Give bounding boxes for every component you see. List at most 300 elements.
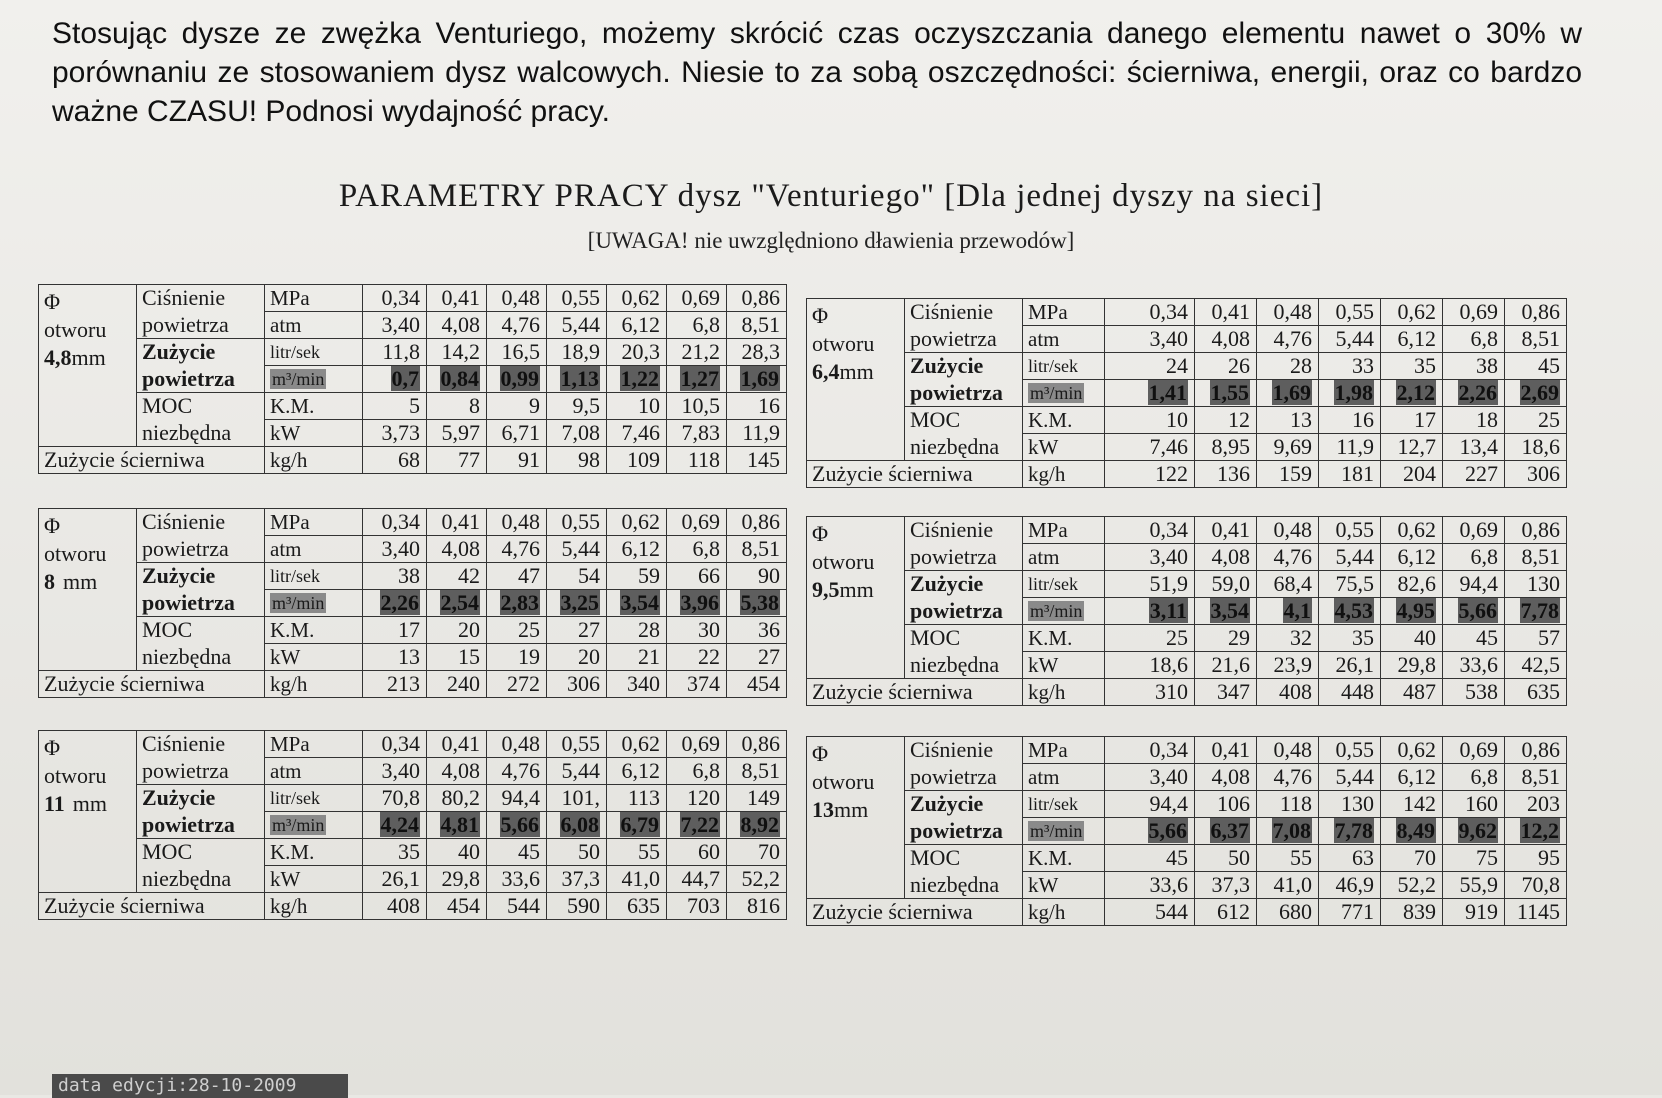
row-kw (807, 652, 1567, 679)
value-cell (727, 393, 787, 420)
value-cell (1319, 434, 1381, 461)
value-text: 5 (409, 393, 420, 418)
value-cell (607, 393, 667, 420)
value-cell (363, 758, 427, 785)
phi-symbol: Φ (812, 741, 829, 766)
value-cell (1195, 764, 1257, 791)
value-text: 1,27 (680, 366, 719, 391)
value-cell (727, 339, 787, 366)
value-text: 28,3 (741, 339, 780, 364)
row-km (807, 845, 1567, 872)
value-cell (427, 812, 487, 839)
unit-m3 (265, 366, 363, 393)
param-label: Ciśnienie (137, 509, 265, 536)
unit-km (1023, 625, 1105, 652)
value-text: 4,76 (1273, 326, 1312, 351)
value-cell: 118 (667, 447, 727, 474)
value-cell: 306 (547, 671, 607, 698)
value-text: 7,22 (680, 812, 719, 837)
value-cell (1105, 517, 1195, 544)
value-cell: 227 (1443, 461, 1505, 488)
value-text: 29,8 (1397, 652, 1436, 677)
unit-text: m³/min (272, 815, 325, 835)
value-text: 0,34 (1149, 517, 1188, 542)
value-text: 6,79 (620, 812, 659, 837)
value-text: 26 (1228, 353, 1250, 378)
value-text: 0,62 (1397, 517, 1436, 542)
value-cell (363, 839, 427, 866)
value-text: 68,4 (1273, 571, 1312, 596)
row-kw (39, 644, 787, 671)
value-cell (1195, 299, 1257, 326)
value-text: 130 (1341, 791, 1374, 816)
diameter-number: 6,4 (812, 359, 840, 384)
value-cell (607, 536, 667, 563)
value-text: 51,9 (1149, 571, 1188, 596)
unit-m3 (265, 590, 363, 617)
param-label: powietrza (137, 758, 265, 785)
value-text: 18,9 (561, 339, 600, 364)
otworu-label: otworu (44, 541, 107, 566)
value-text: 0,62 (621, 731, 660, 756)
value-text: 55 (1290, 845, 1312, 870)
param-label: niezbędna (137, 644, 265, 671)
value-text: 2,12 (1396, 380, 1435, 405)
value-cell (547, 866, 607, 893)
value-text: 45 (1538, 353, 1560, 378)
value-cell (1381, 625, 1443, 652)
param-label: Zużycie (905, 791, 1023, 818)
value-cell (1443, 764, 1505, 791)
value-text: 5,44 (1335, 544, 1374, 569)
value-text: 3,40 (381, 312, 420, 337)
value-text: 0,48 (501, 285, 540, 310)
value-text: 4,81 (440, 812, 479, 837)
abrasive-label: Zużycie ścierniwa (39, 447, 265, 474)
value-text: 24 (1166, 353, 1188, 378)
value-cell (1505, 625, 1567, 652)
value-cell (363, 812, 427, 839)
value-cell (363, 393, 427, 420)
unit-m3 (1023, 818, 1105, 845)
phi-symbol: Φ (44, 735, 61, 760)
diameter-cell (807, 737, 905, 899)
value-cell (487, 312, 547, 339)
value-cell (1505, 434, 1567, 461)
value-cell (547, 839, 607, 866)
value-text: 3,96 (680, 590, 719, 615)
value-cell (1195, 598, 1257, 625)
unit-kgh: kg/h (1023, 899, 1105, 926)
unit-text: K.M. (270, 618, 315, 642)
abrasive-label: Zużycie ścierniwa (807, 461, 1023, 488)
value-cell (487, 420, 547, 447)
value-cell (1257, 571, 1319, 598)
value-cell (1505, 764, 1567, 791)
value-text: 15 (458, 644, 480, 669)
unit-text: litr/sek (1028, 356, 1078, 376)
diameter-unit: mm (834, 797, 869, 822)
param-label: MOC (137, 617, 265, 644)
value-text: 50 (1228, 845, 1250, 870)
value-cell (1443, 517, 1505, 544)
diameter-value (44, 344, 131, 372)
value-text: 0,84 (440, 366, 479, 391)
value-cell (727, 644, 787, 671)
value-cell (1381, 380, 1443, 407)
value-text: 0,69 (1459, 737, 1498, 762)
value-cell (1257, 845, 1319, 872)
value-text: 20 (578, 644, 600, 669)
value-cell (487, 590, 547, 617)
value-cell (1319, 652, 1381, 679)
value-cell (607, 590, 667, 617)
value-text: 10,5 (681, 393, 720, 418)
value-cell (727, 731, 787, 758)
value-text: 0,48 (501, 731, 540, 756)
value-cell (1443, 845, 1505, 872)
value-cell (1443, 872, 1505, 899)
row-kgh (39, 447, 787, 474)
value-cell (1381, 598, 1443, 625)
value-cell (547, 339, 607, 366)
value-cell (1319, 517, 1381, 544)
value-cell (607, 758, 667, 785)
value-cell (727, 563, 787, 590)
diameter-cell (807, 517, 905, 679)
value-cell (1505, 791, 1567, 818)
value-text: 80,2 (441, 785, 480, 810)
value-text: 42 (458, 563, 480, 588)
value-text: 0,34 (381, 731, 420, 756)
value-text: 21,2 (681, 339, 720, 364)
param-label: MOC (905, 407, 1023, 434)
value-cell (667, 866, 727, 893)
value-cell (1257, 434, 1319, 461)
value-cell (1381, 872, 1443, 899)
row-atm (39, 758, 787, 785)
value-text: 0,34 (381, 509, 420, 534)
value-text: 66 (698, 563, 720, 588)
value-cell (1105, 652, 1195, 679)
value-cell (1257, 326, 1319, 353)
unit-text: m³/min (1030, 821, 1083, 841)
diameter-unit: mm (63, 569, 98, 594)
value-text: 3,11 (1149, 598, 1187, 623)
value-text: 5,97 (441, 420, 480, 445)
value-text: 10 (1166, 407, 1188, 432)
value-text: 0,7 (391, 366, 419, 391)
row-km (39, 839, 787, 866)
row-kw (39, 866, 787, 893)
value-cell: 240 (427, 671, 487, 698)
value-cell: 544 (487, 893, 547, 920)
value-cell (727, 758, 787, 785)
unit-text: atm (1028, 765, 1060, 789)
unit-km (265, 617, 363, 644)
value-cell (1105, 571, 1195, 598)
value-cell (1105, 380, 1195, 407)
value-text: 25 (1166, 625, 1188, 650)
param-label: Ciśnienie (905, 517, 1023, 544)
unit-text: MPa (1028, 738, 1068, 762)
diameter-cell (39, 285, 137, 447)
value-cell (363, 536, 427, 563)
row-mpa (807, 737, 1567, 764)
value-cell (363, 420, 427, 447)
value-text: 25 (1538, 407, 1560, 432)
unit-atm (1023, 544, 1105, 571)
value-text: 55 (638, 839, 660, 864)
unit-kgh: kg/h (265, 893, 363, 920)
value-cell (1257, 407, 1319, 434)
unit-text: K.M. (1028, 626, 1073, 650)
value-text: 63 (1352, 845, 1374, 870)
unit-text: kW (1028, 873, 1059, 897)
value-cell (487, 285, 547, 312)
value-cell (1257, 818, 1319, 845)
value-text: 59,0 (1211, 571, 1250, 596)
value-cell (547, 563, 607, 590)
value-cell (1505, 380, 1567, 407)
value-text: 3,54 (1210, 598, 1249, 623)
unit-text: kW (270, 867, 301, 891)
value-cell (427, 731, 487, 758)
value-cell (607, 420, 667, 447)
value-text: 0,99 (500, 366, 539, 391)
unit-atm (265, 536, 363, 563)
diameter-value (44, 790, 131, 818)
otworu-label: otworu (812, 769, 875, 794)
value-cell: 68 (363, 447, 427, 474)
value-cell (667, 758, 727, 785)
unit-km (1023, 845, 1105, 872)
value-cell (1443, 353, 1505, 380)
value-text: 0,86 (741, 509, 780, 534)
value-cell (1257, 764, 1319, 791)
value-text: 14,2 (441, 339, 480, 364)
unit-text: m³/min (272, 369, 325, 389)
row-atm (807, 326, 1567, 353)
value-cell: 77 (427, 447, 487, 474)
row-km (39, 617, 787, 644)
value-text: 70,8 (381, 785, 420, 810)
value-text: 7,78 (1520, 598, 1559, 623)
param-label: powietrza (905, 544, 1023, 571)
value-cell (487, 536, 547, 563)
value-text: 12,7 (1397, 434, 1436, 459)
param-label: Ciśnienie (137, 731, 265, 758)
value-text: 27 (758, 644, 780, 669)
param-label: powietrza (137, 590, 265, 617)
row-litr (39, 339, 787, 366)
unit-atm (1023, 764, 1105, 791)
value-text: 0,69 (681, 285, 720, 310)
value-text: 142 (1403, 791, 1436, 816)
value-text: 8,95 (1211, 434, 1250, 459)
value-text: 6,8 (692, 758, 720, 783)
value-cell (667, 563, 727, 590)
value-text: 11,8 (382, 339, 420, 364)
value-cell: 448 (1319, 679, 1381, 706)
value-text: 9,62 (1458, 818, 1497, 843)
value-cell: 122 (1105, 461, 1195, 488)
diameter-value (44, 568, 131, 596)
value-text: 3,54 (620, 590, 659, 615)
unit-mpa (1023, 737, 1105, 764)
value-text: 5,44 (561, 536, 600, 561)
value-cell (727, 812, 787, 839)
row-mpa (39, 509, 787, 536)
value-text: 94,4 (1149, 791, 1188, 816)
unit-litr (265, 785, 363, 812)
row-mpa (807, 517, 1567, 544)
value-cell (1443, 544, 1505, 571)
value-cell (667, 339, 727, 366)
value-text: 70 (1414, 845, 1436, 870)
value-text: 0,62 (1397, 737, 1436, 762)
value-cell (1381, 517, 1443, 544)
value-text: 20 (458, 617, 480, 642)
value-cell (607, 785, 667, 812)
value-cell (363, 644, 427, 671)
value-cell (547, 285, 607, 312)
value-text: 0,48 (1273, 517, 1312, 542)
value-cell (1105, 353, 1195, 380)
unit-text: atm (270, 537, 302, 561)
value-cell (427, 339, 487, 366)
value-cell (1443, 434, 1505, 461)
value-cell (1319, 299, 1381, 326)
param-label: niezbędna (137, 420, 265, 447)
value-text: 8,49 (1396, 818, 1435, 843)
unit-text: litr/sek (270, 342, 320, 362)
value-text: 5,66 (1148, 818, 1187, 843)
unit-litr (265, 563, 363, 590)
row-kgh (807, 461, 1567, 488)
value-text: 0,34 (1149, 737, 1188, 762)
value-text: 5,44 (561, 758, 600, 783)
value-cell (487, 839, 547, 866)
param-label: Zużycie (137, 785, 265, 812)
value-cell: 816 (727, 893, 787, 920)
value-cell (1105, 326, 1195, 353)
value-cell (1443, 737, 1505, 764)
value-text: 29,8 (441, 866, 480, 891)
unit-atm (265, 312, 363, 339)
value-cell (547, 758, 607, 785)
intro-paragraph: Stosując dysze ze zwężka Venturiego, możemy skrócić czas oczyszczania danego elementu nawet o 30% w porównaniu ze stosowaniem dysz walcowych. Niesie to za sobą oszczędności: ścierniwa, energii, oraz co bardzo ważne CZASU! Podnosi wydajność pracy. (52, 17, 1582, 128)
value-text: 22 (698, 644, 720, 669)
row-mpa (39, 731, 787, 758)
row-kgh (39, 893, 787, 920)
value-text: 0,55 (1335, 737, 1374, 762)
value-cell (1257, 791, 1319, 818)
value-text: 0,41 (1211, 517, 1250, 542)
value-text: 4,08 (1211, 326, 1250, 351)
unit-mpa (1023, 517, 1105, 544)
edit-date-stamp: data edycji:28-10-2009 (52, 1074, 348, 1098)
value-cell (1381, 818, 1443, 845)
value-cell (427, 393, 487, 420)
unit-kw (1023, 652, 1105, 679)
value-cell (487, 617, 547, 644)
value-cell (607, 866, 667, 893)
value-cell (1381, 791, 1443, 818)
value-text: 41,0 (621, 866, 660, 891)
value-cell: 590 (547, 893, 607, 920)
value-cell (547, 393, 607, 420)
value-cell (487, 339, 547, 366)
value-cell: 635 (1505, 679, 1567, 706)
value-text: 45 (1476, 625, 1498, 650)
value-text: 4,53 (1334, 598, 1373, 623)
value-cell (1105, 407, 1195, 434)
value-cell (1505, 872, 1567, 899)
value-cell (487, 366, 547, 393)
unit-text: atm (270, 759, 302, 783)
value-cell (1105, 845, 1195, 872)
nozzle-block-5 (806, 736, 1567, 926)
value-text: 3,40 (1149, 544, 1188, 569)
value-cell: 544 (1105, 899, 1195, 926)
value-cell (667, 393, 727, 420)
value-text: 29 (1228, 625, 1250, 650)
value-text: 23,9 (1273, 652, 1312, 677)
value-cell (1319, 571, 1381, 598)
param-label: powietrza (905, 818, 1023, 845)
value-cell (667, 312, 727, 339)
unit-atm (1023, 326, 1105, 353)
value-cell (1195, 872, 1257, 899)
phi-symbol: Φ (812, 303, 829, 328)
value-cell (1195, 326, 1257, 353)
value-cell (487, 731, 547, 758)
value-text: 9,69 (1273, 434, 1312, 459)
unit-kw (265, 644, 363, 671)
value-text: 6,8 (692, 536, 720, 561)
param-label: niezbędna (137, 866, 265, 893)
value-cell (667, 420, 727, 447)
value-cell (1257, 517, 1319, 544)
value-text: 7,46 (1149, 434, 1188, 459)
value-text: 6,8 (1470, 764, 1498, 789)
unit-text: m³/min (272, 593, 325, 613)
value-text: 42,5 (1521, 652, 1560, 677)
value-text: 0,41 (441, 509, 480, 534)
value-text: 130 (1527, 571, 1560, 596)
value-text: 1,22 (620, 366, 659, 391)
value-cell (607, 366, 667, 393)
value-text: 27 (578, 617, 600, 642)
value-cell (1105, 434, 1195, 461)
phi-symbol: Φ (44, 289, 61, 314)
value-text: 6,12 (1397, 326, 1436, 351)
warning-note: [UWAGA! nie uwzględniono dławienia przewodów] (587, 228, 1075, 253)
value-text: 6,71 (501, 420, 540, 445)
value-cell (427, 366, 487, 393)
value-text: 16 (758, 393, 780, 418)
value-cell (1319, 872, 1381, 899)
value-cell: 771 (1319, 899, 1381, 926)
value-cell (1505, 407, 1567, 434)
value-text: 5,66 (1458, 598, 1497, 623)
value-text: 0,86 (1521, 737, 1560, 762)
value-text: 5,44 (561, 312, 600, 337)
value-cell: 204 (1381, 461, 1443, 488)
value-cell (427, 312, 487, 339)
value-text: 20,3 (621, 339, 660, 364)
